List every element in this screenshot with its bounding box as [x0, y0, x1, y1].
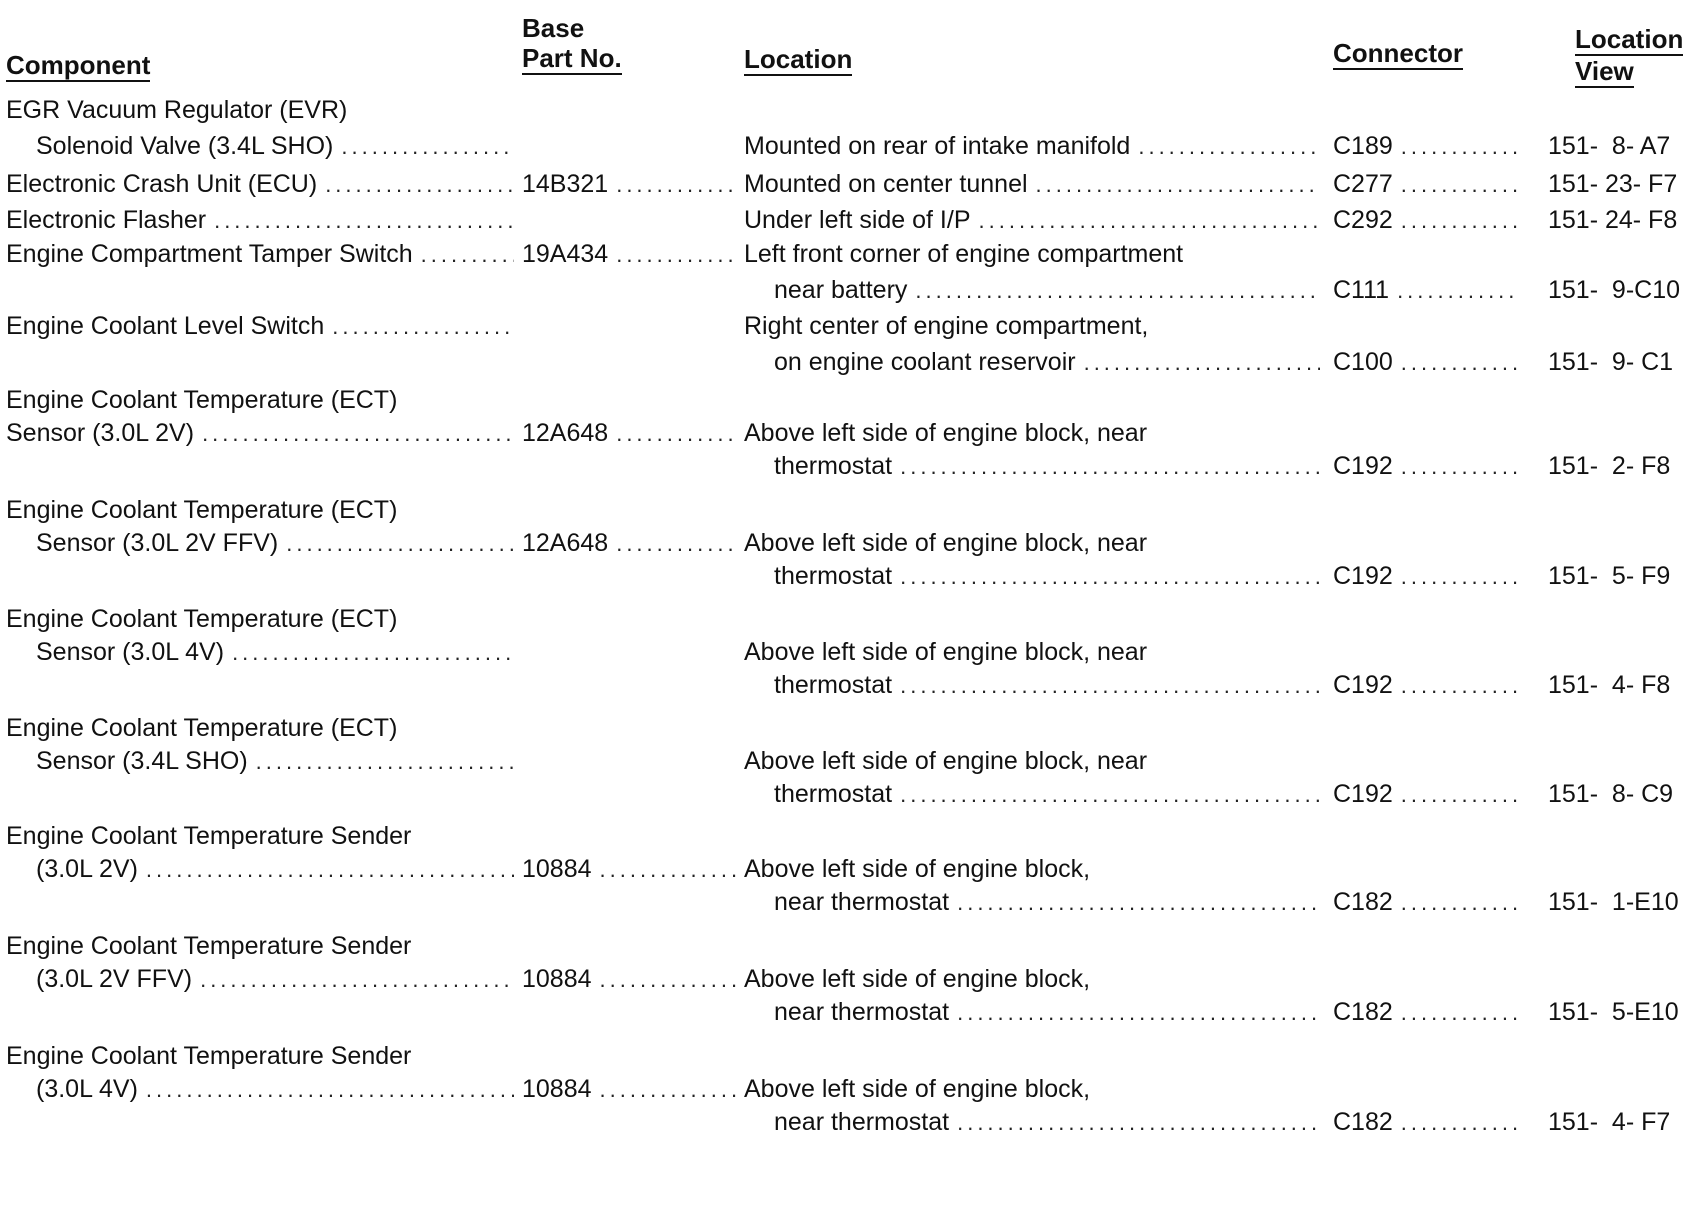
connector-id-cell [1333, 994, 1521, 1030]
location-text-cell [744, 128, 1324, 164]
dot-leader [1401, 129, 1517, 165]
location-text-cell [744, 743, 1324, 779]
dot-leader [1036, 167, 1320, 203]
component-name-cell [6, 308, 518, 344]
dot-leader [915, 273, 1320, 309]
location-text: Above left side of engine block, near [744, 529, 1148, 557]
dot-leader [600, 852, 738, 888]
dot-leader [1401, 559, 1517, 595]
component-name: Engine Coolant Temperature Sender [6, 1042, 412, 1070]
row-line-3 [0, 884, 1702, 920]
component-name-cont-cell [36, 743, 518, 779]
location-text-cont-cell [774, 272, 1324, 308]
row-line-3 [0, 448, 1702, 484]
location-text-cont-cell [774, 344, 1324, 380]
dot-leader [341, 129, 514, 165]
header-location-view-label-1: Location [1575, 24, 1684, 54]
component-name-cont-cell [36, 851, 518, 887]
connector-id: C277 [1333, 170, 1393, 198]
dot-leader [1401, 167, 1517, 203]
component-name: Engine Coolant Temperature Sender [6, 822, 412, 850]
connector-id-cell [1333, 202, 1521, 238]
dot-leader [1401, 777, 1517, 813]
base-part-no: 19A434 [522, 240, 609, 268]
location-view: 151- 9-C10 [1548, 276, 1681, 304]
location-text-cell [744, 236, 1324, 272]
row-line-3 [0, 558, 1702, 594]
row-line-1 [0, 492, 1702, 528]
connector-id: C192 [1333, 671, 1393, 699]
location-view: 151- 23- F7 [1548, 170, 1678, 198]
header-location-label: Location [744, 44, 853, 74]
base-part-no: 10884 [522, 965, 592, 993]
base-part-no: 10884 [522, 855, 592, 883]
header-component-label: Component [6, 50, 151, 80]
location-text-cont-cell [774, 667, 1324, 703]
row-line-2 [0, 1071, 1702, 1107]
dot-leader [214, 203, 514, 239]
base-part-no-cell [522, 851, 742, 887]
location-text: Above left side of engine block, [744, 965, 1091, 993]
base-part-no-cell [522, 236, 742, 272]
base-part-no: 14B321 [522, 170, 609, 198]
component-name: Engine Coolant Temperature (ECT) [6, 496, 398, 524]
location-text-cont-cell [774, 776, 1324, 812]
dot-leader [900, 668, 1320, 704]
location-text: Right center of engine compartment, [744, 312, 1149, 340]
component-name-cell [6, 202, 518, 238]
row-line-1 [0, 601, 1702, 637]
location-view: 151- 2- F8 [1548, 452, 1671, 480]
dot-leader [325, 167, 514, 203]
dot-leader [1084, 345, 1320, 381]
connector-id-cell [1333, 344, 1521, 380]
row-line-3 [0, 1104, 1702, 1140]
location-text-cont-cell [774, 994, 1324, 1030]
dot-leader [256, 744, 514, 780]
component-name: Engine Coolant Temperature (ECT) [6, 714, 398, 742]
connector-id: C182 [1333, 998, 1393, 1026]
location-text: Mounted on rear of intake manifold [744, 132, 1131, 160]
component-name: EGR Vacuum Regulator (EVR) [6, 96, 348, 124]
connector-id-cell [1333, 884, 1521, 920]
location-text-cell [744, 1071, 1324, 1107]
location-view: 151- 24- F8 [1548, 206, 1678, 234]
connector-id-cell [1333, 558, 1521, 594]
location-view-cell [1548, 667, 1698, 703]
dot-leader [332, 309, 514, 345]
location-text-cell [744, 961, 1324, 997]
location-text: Left front corner of engine compartment [744, 240, 1184, 268]
dot-leader [146, 1072, 514, 1108]
row-line-3 [0, 272, 1702, 308]
location-text-cont: thermostat [774, 671, 893, 699]
component-name-cont: Sensor (3.4L SHO) [36, 747, 248, 775]
row-line-1 [0, 928, 1702, 964]
dot-leader [1401, 449, 1517, 485]
row-line-1 [0, 710, 1702, 746]
location-text: Above left side of engine block, [744, 1075, 1091, 1103]
component-name-cont: Solenoid Valve (3.4L SHO) [36, 132, 334, 160]
component-name-cont-cell [36, 961, 518, 997]
location-text-cont: near thermostat [774, 1108, 950, 1136]
row-line-2 [0, 128, 1702, 164]
dot-leader [1397, 273, 1517, 309]
location-text-cont: on engine coolant reservoir [774, 348, 1076, 376]
location-text-cont: near thermostat [774, 998, 950, 1026]
component-name: Engine Coolant Level Switch [6, 312, 325, 340]
dot-leader [616, 526, 738, 562]
row-line-1 [0, 308, 1702, 344]
location-view: 151- 8- C9 [1548, 780, 1674, 808]
location-text-cell [744, 202, 1324, 238]
location-view: 151- 5- F9 [1548, 562, 1671, 590]
component-name: Engine Compartment Tamper Switch [6, 240, 413, 268]
location-view-cell [1548, 884, 1698, 920]
connector-id-cell [1333, 1104, 1521, 1140]
connector-id-cell [1333, 128, 1521, 164]
location-text-cont: thermostat [774, 452, 893, 480]
location-view-cell [1548, 128, 1698, 164]
header-location-view-label-2: View [1575, 56, 1634, 86]
component-name-cell [6, 601, 518, 637]
row-line-1 [0, 236, 1702, 272]
row-line-1 [0, 202, 1702, 238]
component-name-cont-cell [36, 128, 518, 164]
dot-leader [900, 777, 1320, 813]
component-name: Engine Coolant Temperature (ECT) [6, 605, 398, 633]
component-name: Engine Coolant Temperature Sender [6, 932, 412, 960]
connector-id: C192 [1333, 780, 1393, 808]
location-view: 151- 5-E10 [1548, 998, 1679, 1026]
base-part-no: 12A648 [522, 529, 609, 557]
location-text-cell [744, 634, 1324, 670]
row-line-2 [0, 851, 1702, 887]
base-part-no-cell [522, 415, 742, 451]
location-view: 151- 1-E10 [1548, 888, 1679, 916]
location-text-cell [744, 415, 1324, 451]
component-name-cell [6, 492, 518, 528]
location-view-cell [1548, 272, 1698, 308]
component-name-cell [6, 382, 518, 418]
dot-leader [1401, 885, 1517, 921]
location-view-cell [1548, 202, 1698, 238]
row-line-1 [0, 1038, 1702, 1074]
row-line-1 [0, 166, 1702, 202]
dot-leader [1138, 129, 1320, 165]
component-name-cont: Sensor (3.0L 4V) [36, 638, 225, 666]
row-line-1 [0, 382, 1702, 418]
dot-leader [957, 995, 1320, 1031]
dot-leader [421, 237, 514, 273]
connector-id-cell [1333, 272, 1521, 308]
location-text-cont-cell [774, 884, 1324, 920]
row-line-3 [0, 994, 1702, 1030]
header-base-label: Base [522, 13, 585, 43]
location-text-cont-cell [774, 1104, 1324, 1140]
row-line-3 [0, 344, 1702, 380]
component-name-cont-cell [6, 415, 518, 451]
base-part-no: 10884 [522, 1075, 592, 1103]
component-name-cont: Sensor (3.0L 2V FFV) [36, 529, 279, 557]
connector-id-cell [1333, 448, 1521, 484]
component-name-cell [6, 818, 518, 854]
location-text-cont: thermostat [774, 780, 893, 808]
location-view-cell [1548, 776, 1698, 812]
component-name-cell [6, 166, 518, 202]
connector-id-cell [1333, 667, 1521, 703]
component-name-cell [6, 710, 518, 746]
component-name-cont-cell [36, 525, 518, 561]
component-name-cell [6, 928, 518, 964]
dot-leader [232, 635, 514, 671]
location-view-cell [1548, 558, 1698, 594]
location-text-cont: thermostat [774, 562, 893, 590]
connector-id: C192 [1333, 562, 1393, 590]
row-line-2 [0, 525, 1702, 561]
dot-leader [146, 852, 514, 888]
base-part-no-cell [522, 525, 742, 561]
dot-leader [1401, 995, 1517, 1031]
connector-id-cell [1333, 776, 1521, 812]
location-view-cell [1548, 448, 1698, 484]
component-name-cont-cell [36, 634, 518, 670]
connector-id: C182 [1333, 888, 1393, 916]
dot-leader [1401, 668, 1517, 704]
dot-leader [600, 1072, 738, 1108]
component-name-cont-cell [36, 1071, 518, 1107]
dot-leader [616, 237, 738, 273]
component-name-cont: (3.0L 4V) [36, 1075, 138, 1103]
location-text: Above left side of engine block, near [744, 638, 1148, 666]
component-name-cell [6, 92, 518, 128]
location-text: Above left side of engine block, near [744, 419, 1148, 447]
base-part-no-cell [522, 1071, 742, 1107]
location-text-cont-cell [774, 448, 1324, 484]
header-part-no-label: Part No. [522, 43, 622, 73]
row-line-2 [0, 961, 1702, 997]
connector-id: C111 [1333, 276, 1390, 304]
location-view: 151- 9- C1 [1548, 348, 1674, 376]
row-line-1 [0, 818, 1702, 854]
location-view-cell [1548, 994, 1698, 1030]
location-view: 151- 4- F7 [1548, 1108, 1671, 1136]
location-view: 151- 8- A7 [1548, 132, 1671, 160]
location-text: Under left side of I/P [744, 206, 971, 234]
row-line-3 [0, 776, 1702, 812]
component-name-cell [6, 236, 518, 272]
component-name-cont: (3.0L 2V FFV) [36, 965, 193, 993]
location-text-cont: near thermostat [774, 888, 950, 916]
dot-leader [900, 559, 1320, 595]
dot-leader [202, 416, 514, 452]
row-line-1 [0, 92, 1702, 128]
dot-leader [200, 962, 514, 998]
location-text-cell [744, 308, 1324, 344]
component-name-cont: (3.0L 2V) [36, 855, 138, 883]
connector-id: C182 [1333, 1108, 1393, 1136]
dot-leader [1401, 345, 1517, 381]
component-name-cont: Sensor (3.0L 2V) [6, 419, 195, 447]
location-text-cell [744, 525, 1324, 561]
component-name: Electronic Crash Unit (ECU) [6, 170, 318, 198]
location-view-cell [1548, 344, 1698, 380]
location-text-cell [744, 166, 1324, 202]
connector-id: C189 [1333, 132, 1393, 160]
header-connector-label: Connector [1333, 38, 1463, 68]
dot-leader [1401, 203, 1517, 239]
base-part-no-cell [522, 961, 742, 997]
row-line-2 [0, 743, 1702, 779]
location-text-cont-cell [774, 558, 1324, 594]
location-view-cell [1548, 166, 1698, 202]
dot-leader [1401, 1105, 1517, 1141]
component-name: Engine Coolant Temperature (ECT) [6, 386, 398, 414]
component-name-cell [6, 1038, 518, 1074]
connector-id-cell [1333, 166, 1521, 202]
dot-leader [616, 167, 738, 203]
base-part-no-cell [522, 166, 742, 202]
dot-leader [600, 962, 738, 998]
connector-id: C192 [1333, 452, 1393, 480]
location-text: Above left side of engine block, [744, 855, 1091, 883]
row-line-3 [0, 667, 1702, 703]
component-name: Electronic Flasher [6, 206, 207, 234]
dot-leader [979, 203, 1320, 239]
location-text-cont: near battery [774, 276, 908, 304]
row-line-2 [0, 634, 1702, 670]
connector-id: C100 [1333, 348, 1393, 376]
dot-leader [900, 449, 1320, 485]
location-view-cell [1548, 1104, 1698, 1140]
dot-leader [616, 416, 738, 452]
location-view: 151- 4- F8 [1548, 671, 1671, 699]
location-text-cell [744, 851, 1324, 887]
location-text: Above left side of engine block, near [744, 747, 1148, 775]
row-line-2 [0, 415, 1702, 451]
dot-leader [957, 885, 1320, 921]
dot-leader [957, 1105, 1320, 1141]
connector-id: C292 [1333, 206, 1393, 234]
dot-leader [286, 526, 514, 562]
base-part-no: 12A648 [522, 419, 609, 447]
location-text: Mounted on center tunnel [744, 170, 1028, 198]
